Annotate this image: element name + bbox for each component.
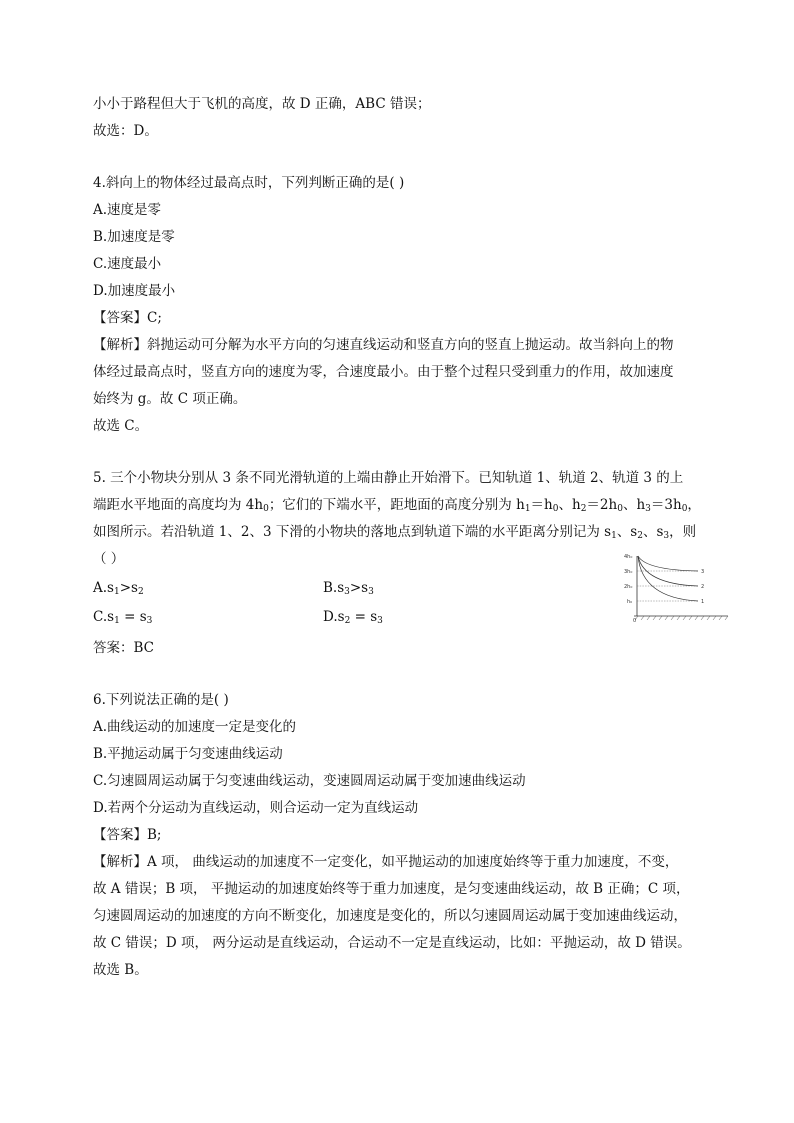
q5-options-row-1: [93, 578, 493, 598]
question-5-stem: （ ）: [93, 551, 125, 567]
text-line: 小小于路程但大于飞机的高度，故 D 正确，ABC 错误；: [93, 96, 431, 112]
height-dashes: [637, 571, 698, 601]
track-label-3: 3: [701, 569, 705, 575]
q6-analysis-line: 匀速圆周运动的加速度的方向不断变化，加速度是变化的，所以匀速圆周运动属于变加速曲线运动，: [93, 908, 687, 924]
question-5-stem: 如图所示。若沿轨道 1、2、3 下滑的小物块的落地点到轨道下端的水平距离分别记为 $s_1$、$s_2$、$s_3$，则: [93, 524, 697, 541]
q4-analysis-line: 始终为 g。故 C 项正确。: [93, 391, 247, 407]
q5-option-a: $A.s_1>s_2$: [93, 580, 144, 597]
question-5-stem: 5. 三个小物块分别从 3 条不同光滑轨道的上端由静止开始滑下。已知轨道 1、轨道 2、轨道 3 的上: [93, 470, 684, 486]
q6-option-a: A.曲线运动的加速度一定是变化的: [93, 719, 297, 735]
q4-option-a: A.速度是零: [93, 202, 162, 218]
y-label-4h0: 4h₀: [624, 554, 633, 560]
q4-option-c: C.速度最小: [93, 256, 162, 272]
q5-option-b: $B.s_3>s_3$: [323, 580, 374, 597]
y-label-2h0: 2h₀: [624, 584, 633, 590]
track-label-2: 2: [701, 584, 705, 590]
track-1: [638, 556, 698, 601]
q6-analysis-line: 【解析】A 项， 曲线运动的加速度不一定变化，如平抛运动的加速度始终等于重力加速度，不变，: [93, 854, 679, 870]
tracks: [638, 556, 698, 601]
ground-hatching: [635, 616, 728, 620]
q4-option-b: B.加速度是零: [93, 229, 175, 245]
text-line: 故选：D。: [93, 123, 158, 139]
q4-conclusion: 故选 C。: [93, 418, 149, 434]
question-4-stem: 4.斜向上的物体经过最高点时，下列判断正确的是( ): [93, 175, 405, 191]
y-label-h0: h₀: [627, 599, 633, 605]
q6-option-d: D.若两个分运动为直线运动，则合运动一定为直线运动: [93, 800, 419, 816]
q6-option-c: C.匀速圆周运动属于匀变速曲线运动，变速圆周运动属于变加速曲线运动: [93, 773, 526, 789]
q4-option-d: D.加速度最小: [93, 283, 176, 299]
tracks-figure: [618, 552, 730, 626]
q5-option-d: $D.s_2 = s_3$: [323, 609, 383, 626]
origin-label: 0: [633, 618, 637, 624]
q6-analysis-line: 故 C 错误；D 项， 两分运动是直线运动，合运动不一定是直线运动，比如：平抛运动，故 D 错误。: [93, 935, 691, 951]
question-6-stem: 6.下列说法正确的是( ): [93, 692, 229, 708]
q5-option-c: $C.s_1 = s_3$: [93, 609, 153, 626]
q4-analysis-line: 体经过最高点时，竖直方向的速度为零，合速度最小。由于整个过程只受到重力的作用，故加速度: [93, 364, 674, 380]
q4-analysis-line: 【解析】斜抛运动可分解为水平方向的匀速直线运动和竖直方向的竖直上抛运动。故当斜向上的物: [93, 337, 674, 353]
q4-answer: 【答案】C;: [93, 310, 162, 326]
q6-analysis-line: 故 A 错误；B 项， 平抛运动的加速度始终等于重力加速度，是匀变速曲线运动，故 B 正确；C 项，: [93, 881, 690, 897]
track-label-1: 1: [701, 599, 705, 605]
q6-option-b: B.平抛运动属于匀变速曲线运动: [93, 746, 283, 762]
question-5-stem: 端距水平地面的高度均为 $4h_0$；它们的下端水平，距地面的高度分别为 $h_1=h_0$、$h_2=2h_0$、$h_3=3h_0$，: [93, 497, 701, 514]
y-label-3h0: 3h₀: [624, 569, 633, 575]
q6-conclusion: 故选 B。: [93, 962, 148, 978]
q6-answer: 【答案】B;: [93, 827, 162, 843]
q5-answer: 答案：BC: [93, 640, 155, 656]
track-3: [638, 556, 698, 571]
q5-options-row-2: [93, 607, 493, 627]
